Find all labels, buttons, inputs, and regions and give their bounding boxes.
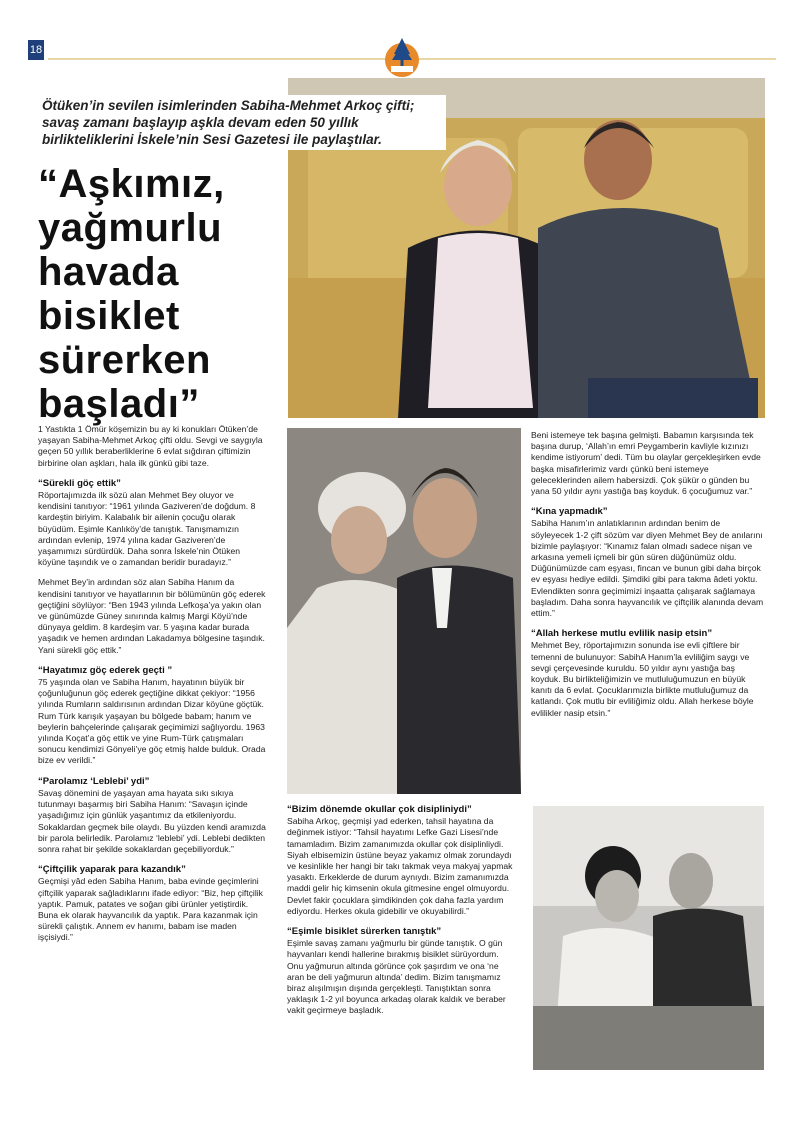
subheading: “Çiftçilik yaparak para kazandık” (38, 864, 186, 876)
article-column-1 (38, 424, 268, 953)
subheading: “Kına yapmadık” (531, 506, 608, 518)
article-column-2 (287, 804, 517, 1026)
paragraph: Mehmet Bey, röportajımızın sonunda ise evli çiftlere bir temenni de bulunuyor: SabihA Hanım’la evliliğim saygı ve sevgi çerçevesinde kuruldu. 50 yıldır aynı yastığa baş koyduk. Bu birlikteliğimizin ve mutluluğumuzun en büyük kanıtı da 6 evlat. Çocuklarımızla birlikte mutluluğumuz da katlandı. Çok mutlu bir evliliğimiz oldu. Allah herkese böyle evlilikler nasip etsin.” (531, 640, 754, 718)
paragraph: Savaş dönemini de yaşayan ama hayata sıkı sıkıya tutunmayı başarmış biri Sabiha Hanım: “Savaşın içinde yaşadığımız için günlük yaşantımız da etkileniyordu. Sokaklardan geçmek bile olaydı. Bu yüzden kendi aramızda bir parola belirledik. Parolamız ‘leblebi’ ydi. Leblebi dedikten sonra rahat bir şekilde sokaklardan geçebiliyorduk.” (38, 787, 266, 854)
subheading: “Eşimle bisiklet sürerken tanıştık” (287, 926, 442, 938)
paragraph: Geçmişi yâd eden Sabiha Hanım, baba evinde geçimlerini çiftçilik yaparak sağladıklarını ifade ediyor: “Biz, hep çiftçilik yaptık. Pamuk, patates ve soğan gibi ürünler yetiştirdik. Buna ek olarak hayvancılık da yaptık. Para kazanmak için sürekli çalıştık. Annem ev hanımı, babam ise maden işçisiydi.” (38, 876, 263, 943)
subheading: “Sürekli göç ettik” (38, 477, 121, 489)
page-number: 18 (28, 40, 44, 60)
paragraph: Sabiha Arkoç, geçmişi yad ederken, tahsil hayatına da değinmek istiyor: “Tahsil hayatımı Lefke Gazi Lisesi’nde tamamladım. Bizim zamanımızda okullar çok disiplinliydi. Siyah elbisemizin üstüne beyaz yakamız olmak zorundaydı ve kesinlikle her hangi bir takı takmak veya makyaj yapmak yasaktı. Erkeklerde de durum aynıydı. Bizim zamanımızda maddi gelir hiç kimsenin okula gitmesine engel olmuyordu. Devlet fakir çocuklara şimdikinden çok daha fazla yardım ediyordu. Herkes okula gidebilir ve okuyabilirdi.” (287, 816, 513, 916)
paragraph: 75 yaşında olan ve Sabiha Hanım, hayatının büyük bir çoğunluğunun göç ederek geçtiğine dikkat çekiyor: “1956 yılında Rumların saldırısının ardından Dizar köyüne göçtük. Rum Türk karışık yaşayan bu bölgede babam; hanım ve beylerin bahçelerinde çalışarak geçimimizi sağlıyordu. 1963 yılında Koçat’a göç ettik ve yine Rum-Türk çatışmaları sonucu kendimizi Gönyeli’ye göç etmiş halde bulduk. Orada bize ev verildi.” (38, 677, 266, 766)
subheading: “Bizim dönemde okullar çok disipliniydi” (287, 804, 472, 815)
intro-text: Ötüken’in sevilen isimlerinden Sabiha-Mehmet Arkoç çifti; savaş zamanı başlayıp aşkla devam eden 50 yıllık birlikteliklerini İskele’nin Sesi Gazetesi ile paylaştılar. (38, 95, 446, 150)
lead-paragraph: 1 Yastıkta 1 Ömür köşemizin bu ay ki konukları Ötüken’de yaşayan Sabiha-Mehmet Arkoç çifti oldu. Sevgi ve saygıyla geçen 50 yıllık beraberliklerine 6 evlat sığdıran çiftimizin birbirine olan aşkları, hala ilk günkü gibi taze. (38, 424, 263, 468)
paragraph: Röportajımızda ilk sözü alan Mehmet Bey oluyor ve kendisini tanıtıyor: “1961 yılında Gaziveren’de doğdum. 8 kardeştin biriyim. Kalabalık bir ailenin çocuğu olarak büyüdüm. Eşimle Kanlıköy’de tanıştık. Tanışmamızın ardından evlenip, 1974 yılına kadar Gaziveren’de yaşamımızı sürdürdük. Daha sonra İskele’nin Ötüken köyüne taşındık ve o zamandan beridir buradayız.” (38, 490, 256, 568)
subheading: “Parolamız ‘Leblebi’ ydi” (38, 775, 150, 787)
subheading: “Hayatımız göç ederek geçti ” (38, 664, 173, 676)
paragraph: Beni istemeye tek başına gelmişti. Babamın karşısında tek başına durup, ‘Allah’ın emri Peygamberin kavliyle kızınızı kendime istiyorum’ dedi. Tüm bu olaylar gerçekleşirken evde başka misafirlerimiz vardı çünkü beni istemeye geleceklerinden ailem habersizdi. Çok şükür o günden bu yana 50 yıldır aynı yastığa baş koyduk. 6 çocuğumuz var.” (531, 430, 761, 497)
vintage-couple-photo (533, 806, 764, 1070)
paragraph: Sabiha Hanım’ın anlatıklarının ardından benim de söyleyecek 1-2 çift sözüm var diyen Mehmet Bey de anılarını bizimle paylaşıyor: “Kınamız falan olmadı sadece nişan ve arkasına yemeli içmeli bir gün süren düğünümüz oldu. Düğünümüzde cam eşyası, fincan ve bunun gibi daha birçok ev eşyası hediye edildi. Şimdiki gibi para takma âdeti yoktu. Evlendikten sonra geçimimizi inşaatta çalışarak sağlamaya başladım. Daha sonra hayvancılık ve çiftçilik alanında devam ettim.” (531, 518, 764, 619)
newspaper-logo-icon (382, 34, 422, 78)
subheading: “Allah herkese mutlu evlilik nasip etsin” (531, 628, 713, 640)
paragraph: Eşimle savaş zamanı yağmurlu bir günde tanıştık. O gün hayvanları kendi hallerine bırakmış bisiklet sürüyordum. Onu yağmurun altında görünce çok şaşırdım ve ona ‘ne aran be deli yağmurun altında’ dedim. Bizim tanışmamız biraz alışılmışın dışında gerçekleşti. Tanıştıktan sonra yaklaşık 1-2 yıl boyunca arkadaş olarak kaldık ve beraber vakit geçirmeye başladık. (287, 938, 506, 1016)
wedding-photo (287, 428, 521, 794)
headline: “Aşkımız, yağmurlu havada bisiklet sürerken başladı” (38, 162, 225, 426)
paragraph: Mehmet Bey’in ardından söz alan Sabiha Hanım da kendisini tanıtıyor ve hayatlarının bir bölümünün göç ederek geçtiğini söylüyor: “Ben 1943 yılında Lefkoşa’ya yakın olan ve günümüzde Güney sınırında kalmış Margi Köyü’nde dünyaya geldim. 8 kardeşim var. 5 yaşına kadar burada yaşadık ve hemen ardından Lakadamya bölgesine taşındık. Yani sürekli göç ettik.” (38, 577, 266, 655)
article-column-3 (531, 430, 765, 728)
